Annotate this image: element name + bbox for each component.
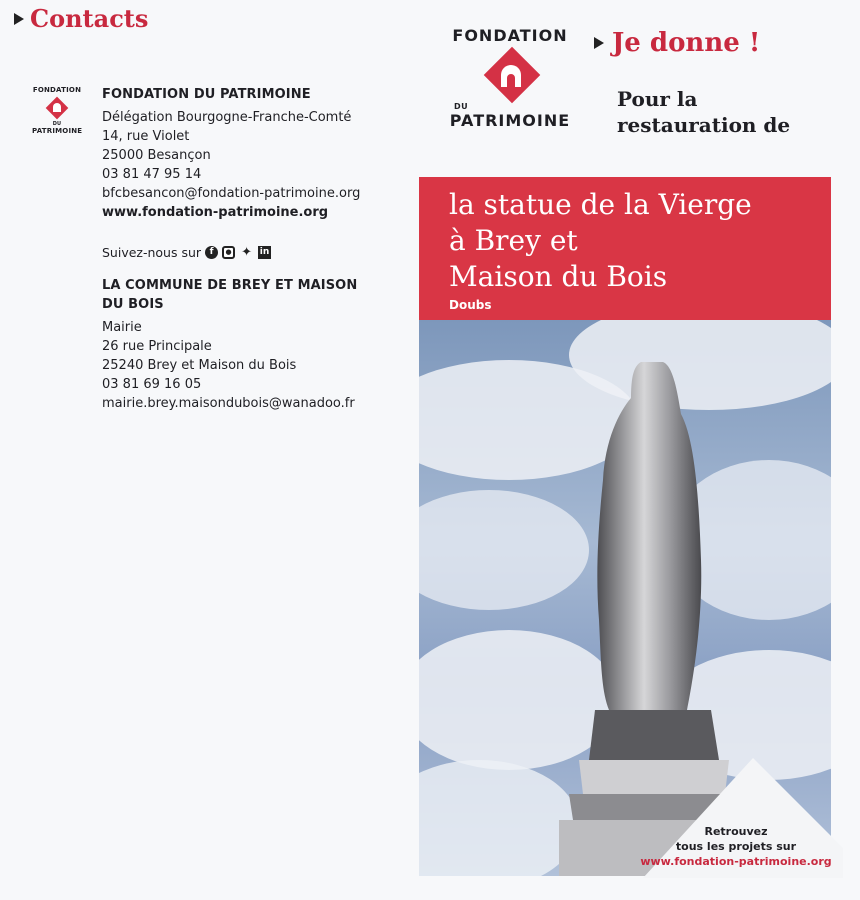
small-logo-line1: FONDATION — [32, 86, 82, 94]
instagram-icon[interactable]: ● — [222, 246, 235, 259]
follow-us-row — [102, 245, 271, 260]
twitter-icon[interactable]: ✦ — [241, 245, 252, 260]
arrow-right-icon — [14, 13, 24, 25]
donate-label: Je donne ! — [612, 28, 761, 58]
project-title-line: Maison du Bois — [449, 260, 668, 293]
commune-phone: 03 81 69 16 05 — [102, 377, 202, 392]
facebook-icon[interactable]: f — [205, 246, 218, 259]
restoration-intro — [617, 86, 790, 138]
projects-callout — [636, 824, 836, 869]
logo-line3: PATRIMOINE — [449, 111, 571, 130]
donate-heading[interactable] — [594, 28, 760, 58]
fondation-website-link[interactable]: www.fondation-patrimoine.org — [102, 205, 329, 220]
fondation-name: FONDATION DU PATRIMOINE — [102, 87, 311, 102]
fondation-line: Délégation Bourgogne-Franche-Comté — [102, 110, 352, 125]
arrow-right-icon — [594, 37, 604, 49]
commune-line: 26 rue Principale — [102, 339, 212, 354]
restoration-intro-line: restauration de — [617, 113, 791, 137]
follow-label: Suivez-nous sur — [102, 245, 202, 260]
project-title-line: la statue de la Vierge — [449, 188, 752, 221]
commune-email[interactable]: mairie.brey.maisondubois@wanadoo.fr — [102, 396, 355, 411]
fondation-line: 14, rue Violet — [102, 129, 190, 144]
fondation-diamond-icon — [480, 45, 540, 105]
department-label: Doubs — [449, 298, 492, 312]
contacts-title: Contacts — [30, 4, 149, 33]
commune-line: Mairie — [102, 320, 142, 335]
commune-line: 25240 Brey et Maison du Bois — [102, 358, 297, 373]
commune-contact-block — [102, 276, 382, 413]
fondation-small-logo — [32, 86, 82, 136]
small-logo-line3: PATRIMOINE — [32, 127, 83, 135]
fondation-phone: 03 81 47 95 14 — [102, 167, 202, 182]
project-title — [449, 187, 752, 295]
projects-url-link[interactable]: www.fondation-patrimoine.org — [640, 855, 832, 868]
fondation-line: 25000 Besançon — [102, 148, 211, 163]
callout-line: tous les projets sur — [675, 840, 797, 853]
commune-name: LA COMMUNE DE BREY ET MAISON DU BOIS — [102, 278, 358, 312]
project-title-line: à Brey et — [449, 224, 578, 257]
fondation-contact-block — [102, 85, 360, 222]
restoration-intro-line: Pour la — [617, 87, 698, 111]
logo-line1: FONDATION — [452, 26, 568, 45]
contacts-heading — [14, 4, 148, 33]
small-logo-line2: DU — [52, 121, 62, 127]
linkedin-icon[interactable]: in — [259, 247, 270, 257]
callout-line: Retrouvez — [704, 825, 768, 838]
logo-line2: DU — [454, 102, 469, 111]
fondation-logo-icon — [46, 97, 68, 119]
project-banner — [419, 177, 831, 320]
fondation-logo — [448, 26, 572, 130]
fondation-email[interactable]: bfcbesancon@fondation-patrimoine.org — [102, 186, 361, 201]
